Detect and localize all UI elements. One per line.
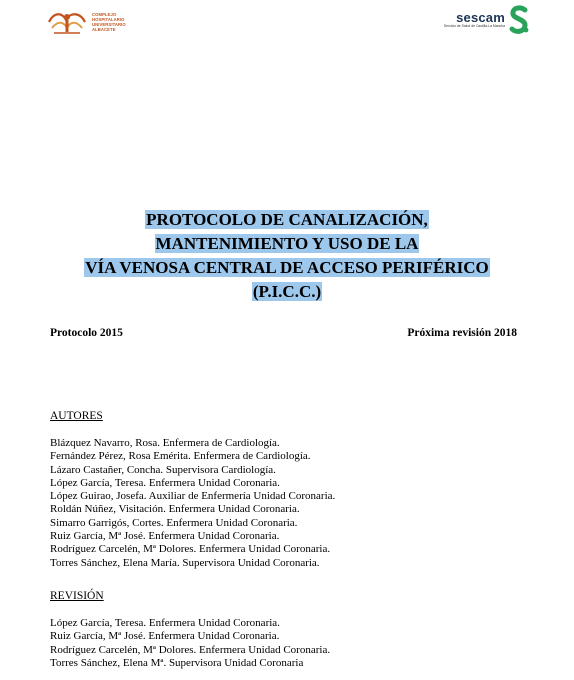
title-line: (P.I.C.C.) <box>252 282 322 301</box>
list-item: López Guirao, Josefa. Auxiliar de Enfermería Unidad Coronaria. <box>50 490 336 503</box>
authors-heading: AUTORES <box>50 410 103 422</box>
hospital-logo-line: ALBACETE <box>92 27 116 32</box>
list-item: Ruiz García, Mª José. Enfermera Unidad Coronaria. <box>50 630 280 643</box>
list-item: Rodríguez Carcelén, Mª Dolores. Enfermera Unidad Coronaria. <box>50 643 331 656</box>
hospital-logo-line: COMPLEJO <box>92 12 117 17</box>
list-item: Torres Sánchez, Elena María. Supervisora Unidad Coronaria. <box>50 556 320 569</box>
list-item: Simarro Garrigós, Cortes. Enfermera Unidad Coronaria. <box>50 516 298 529</box>
revision-heading: REVISIÓN <box>50 590 104 602</box>
hospital-complex-logo-icon <box>46 8 88 36</box>
sescam-s-logo-icon <box>508 5 530 35</box>
hospital-logo-text <box>92 12 126 32</box>
sescam-wordmark: sescam <box>456 10 505 25</box>
authors-list <box>50 437 335 570</box>
list-item: Rodríguez Carcelén, Mª Dolores. Enfermera Unidad Coronaria. <box>50 543 331 556</box>
list-item: Fernández Pérez, Rosa Emérita. Enfermera de Cardiología. <box>50 450 311 463</box>
revision-list <box>50 617 330 670</box>
list-item: Roldán Núñez, Visitación. Enfermera Unidad Coronaria. <box>50 503 300 516</box>
list-item: Ruiz García, Mª José. Enfermera Unidad Coronaria. <box>50 530 280 543</box>
title-line: VÍA VENOSA CENTRAL DE ACCESO PERIFÉRICO <box>85 258 489 277</box>
list-item: Blázquez Navarro, Rosa. Enfermera de Cardiología. <box>50 437 280 449</box>
protocol-year: Protocolo 2015 <box>50 327 123 339</box>
list-item: López García, Teresa. Enfermera Unidad Coronaria. <box>50 476 280 489</box>
title-line: MANTENIMIENTO Y USO DE LA <box>155 234 419 253</box>
hospital-logo-line: UNIVERSITARIO <box>92 22 126 27</box>
title-line: PROTOCOLO DE CANALIZACIÓN, <box>146 210 428 229</box>
document-title <box>30 208 544 304</box>
hospital-logo-line: HOSPITALARIO <box>92 17 125 22</box>
sescam-logo-words <box>444 11 505 29</box>
list-item: Torres Sánchez, Elena Mª. Supervisora Unidad Coronaria <box>50 656 304 669</box>
sescam-logo <box>444 5 530 37</box>
list-item: López García, Teresa. Enfermera Unidad Coronaria. <box>50 617 280 629</box>
sescam-subtitle: Servicio de Salud de Castilla-La Mancha <box>443 24 505 28</box>
next-revision: Próxima revisión 2018 <box>407 327 517 339</box>
hospital-logo <box>46 8 146 36</box>
list-item: Lázaro Castañer, Concha. Supervisora Cardiología. <box>50 463 276 476</box>
